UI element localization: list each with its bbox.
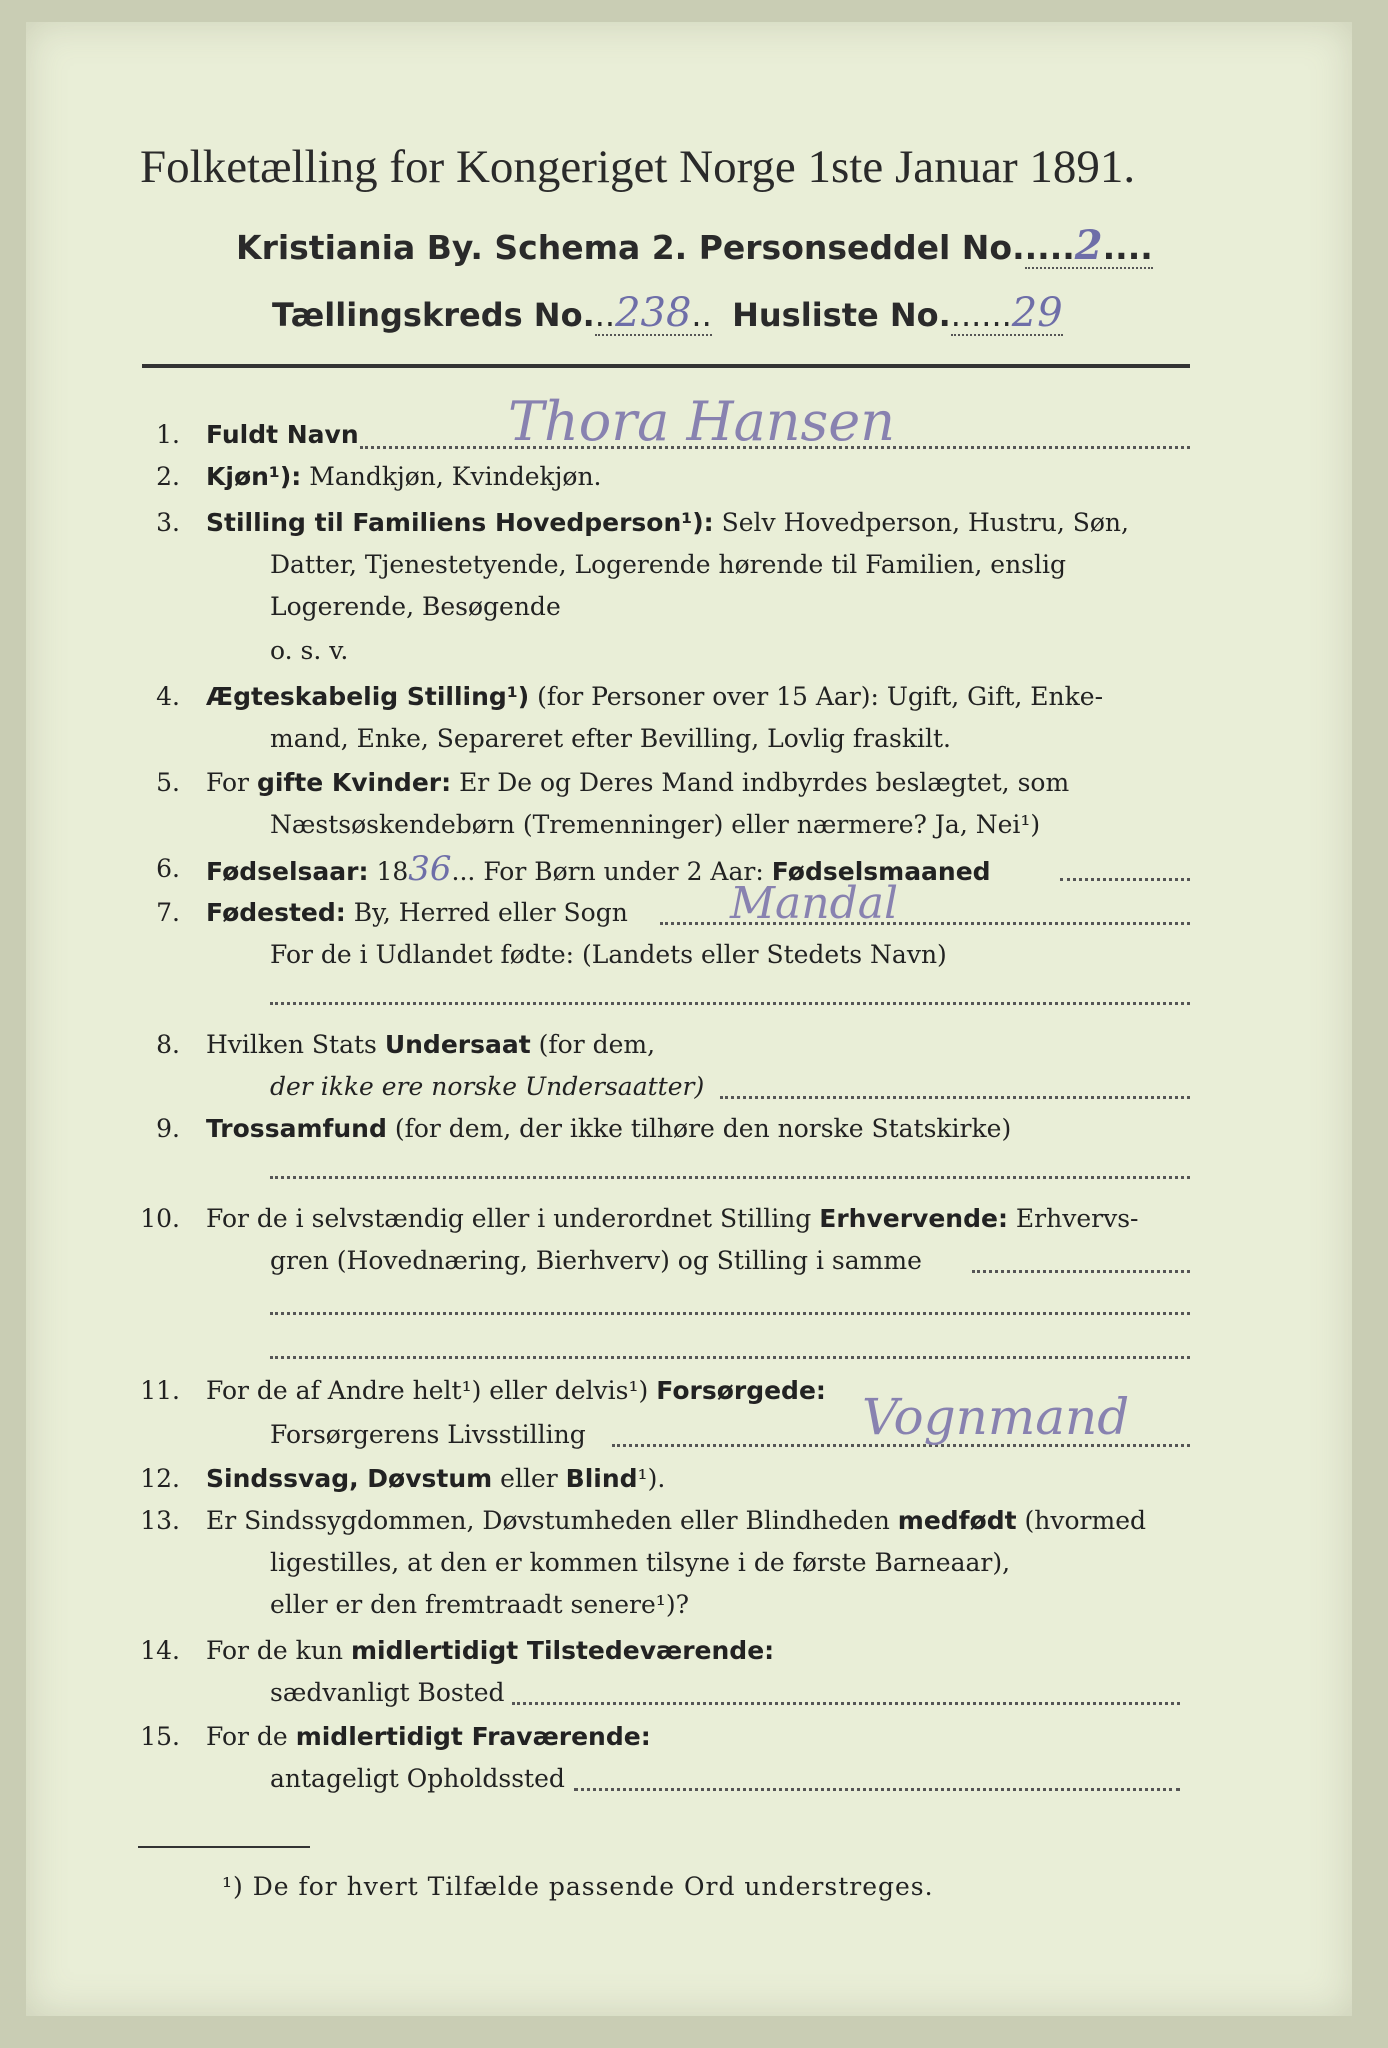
item-text: der ikke ere norske Undersaatter) bbox=[270, 1072, 705, 1101]
footnote: ¹) De for hvert Tilfælde passende Ord understreges. bbox=[222, 1872, 934, 1901]
header-divider bbox=[142, 364, 1190, 368]
item-number: 4. bbox=[156, 682, 180, 711]
item-number: 15. bbox=[140, 1722, 180, 1751]
schema-label: Kristiania By. Schema 2. Personseddel No. bbox=[236, 228, 1025, 267]
item-text: 18 bbox=[376, 857, 409, 886]
item-label: Trossamfund bbox=[206, 1114, 387, 1143]
item-text: For de af Andre helt¹) eller delvis¹) bbox=[206, 1376, 649, 1405]
foreign-fill-line bbox=[270, 1000, 1190, 1005]
item-number: 2. bbox=[156, 462, 180, 491]
month-fill-line bbox=[1060, 876, 1190, 881]
item-text: Selv Hovedperson, Hustru, Søn, bbox=[721, 508, 1129, 537]
item-text: For de kun bbox=[206, 1636, 344, 1665]
item-label: gifte Kvinder: bbox=[256, 768, 452, 797]
item-text: sædvanligt Bosted bbox=[270, 1678, 505, 1707]
item-number: 11. bbox=[140, 1376, 180, 1405]
item-label: medfødt bbox=[897, 1506, 1017, 1535]
item-text: mand, Enke, Separeret efter Bevilling, Lovlig fraskilt. bbox=[270, 724, 951, 753]
item-number: 6. bbox=[156, 854, 180, 883]
item-label: midlertidigt Tilstedeværende: bbox=[350, 1636, 775, 1665]
item-text: o. s. v. bbox=[270, 636, 349, 665]
husliste-number: 29 bbox=[1011, 290, 1063, 336]
item-text: ligestilles, at den er kommen tilsyne i de første Barneaar), bbox=[270, 1548, 1011, 1577]
residence-fill-line bbox=[512, 1700, 1180, 1705]
item-label: Blind bbox=[565, 1464, 638, 1493]
item-text: Mandkjøn, Kvindekjøn. bbox=[309, 462, 602, 491]
birth-year-answer: 36 bbox=[408, 849, 452, 889]
occupation-fill-line-3 bbox=[270, 1354, 1190, 1359]
item-text: For de i Udlandet fødte: (Landets eller Stedets Navn) bbox=[270, 940, 947, 969]
item-label: Fødested: bbox=[206, 898, 346, 927]
occupation-fill-line-2 bbox=[270, 1310, 1190, 1315]
item-text: For bbox=[206, 768, 249, 797]
item-text: For Børn under 2 Aar: bbox=[483, 857, 764, 886]
personseddel-number: 2 bbox=[1074, 222, 1103, 269]
item-text: ¹). bbox=[637, 1464, 666, 1493]
item-text: (for dem, bbox=[538, 1030, 656, 1059]
item-text: (for Personer over 15 Aar): Ugift, Gift, Enke- bbox=[537, 682, 1104, 711]
item-text: (for dem, der ikke tilhøre den norske Statskirke) bbox=[394, 1114, 1012, 1143]
item-number: 8. bbox=[156, 1030, 180, 1059]
item-number: 9. bbox=[156, 1114, 180, 1143]
religion-fill-line bbox=[270, 1174, 1190, 1179]
item-label: Fuldt Navn bbox=[206, 420, 359, 449]
provider-occupation-answer: Vognmand bbox=[862, 1388, 1130, 1446]
item-label: Stilling til Familiens Hovedperson¹): bbox=[206, 508, 714, 537]
husliste-label: Husliste No. bbox=[732, 296, 951, 334]
item-label: Ægteskabelig Stilling¹) bbox=[206, 682, 530, 711]
kreds-number: 238 bbox=[615, 290, 692, 336]
item-text: Næstsøskendebørn (Tremenninger) eller nærmere? Ja, Nei¹) bbox=[270, 810, 1041, 839]
name-answer: Thora Hansen bbox=[508, 390, 895, 453]
birthplace-answer: Mandal bbox=[730, 878, 899, 929]
occupation-fill-line-1 bbox=[972, 1268, 1190, 1273]
form-title: Folketælling for Kongeriget Norge 1ste Januar 1891. bbox=[140, 141, 1136, 193]
item-text: By, Herred eller Sogn bbox=[353, 898, 628, 927]
item-label: midlertidigt Fraværende: bbox=[295, 1722, 651, 1751]
item-number: 5. bbox=[156, 768, 180, 797]
item-text: Logerende, Besøgende bbox=[270, 592, 561, 621]
item-text: Er Sindssygdommen, Døvstumheden eller Blindheden bbox=[206, 1506, 890, 1535]
item-number: 1. bbox=[156, 420, 180, 449]
item-number: 7. bbox=[156, 898, 180, 927]
kreds-line: Tællingskreds No...238.. Husliste No.......29 bbox=[272, 290, 1063, 336]
item-number: 12. bbox=[140, 1464, 180, 1493]
nationality-fill-line bbox=[720, 1094, 1190, 1099]
item-label: Undersaat bbox=[384, 1030, 531, 1059]
item-label: Fødselsmaaned bbox=[771, 857, 991, 886]
item-text: gren (Hovednæring, Bierhverv) og Stilling i samme bbox=[270, 1246, 922, 1275]
item-label: Erhvervende: bbox=[819, 1204, 1008, 1233]
whereabouts-fill-line bbox=[574, 1786, 1180, 1791]
item-label: Sindssvag, Døvstum bbox=[206, 1464, 493, 1493]
item-text: antageligt Opholdssted bbox=[270, 1764, 565, 1793]
item-number: 13. bbox=[140, 1506, 180, 1535]
schema-line: Kristiania By. Schema 2. Personseddel No.....2.... bbox=[236, 222, 1153, 269]
item-number: 14. bbox=[140, 1636, 180, 1665]
item-label: Forsørgede: bbox=[656, 1376, 826, 1405]
item-number: 10. bbox=[140, 1204, 180, 1233]
item-text: eller bbox=[500, 1464, 558, 1493]
item-text: eller er den fremtraadt senere¹)? bbox=[270, 1590, 689, 1619]
footnote-divider bbox=[138, 1846, 310, 1848]
item-text: Erhvervs- bbox=[1015, 1204, 1139, 1233]
item-text: Hvilken Stats bbox=[206, 1030, 377, 1059]
kreds-label: Tællingskreds No. bbox=[272, 296, 595, 334]
item-text: (hvormed bbox=[1024, 1506, 1147, 1535]
item-label: Fødselsaar: bbox=[206, 857, 369, 886]
item-label: Kjøn¹): bbox=[206, 462, 302, 491]
item-text: For de bbox=[206, 1722, 288, 1751]
item-text: Datter, Tjenestetyende, Logerende hørende til Familien, enslig bbox=[270, 550, 1067, 579]
item-number: 3. bbox=[156, 508, 180, 537]
item-text: Er De og Deres Mand indbyrdes beslægtet, som bbox=[459, 768, 1070, 797]
item-text: For de i selvstændig eller i underordnet Stilling bbox=[206, 1204, 812, 1233]
item-text: Forsørgerens Livsstilling bbox=[270, 1420, 586, 1449]
